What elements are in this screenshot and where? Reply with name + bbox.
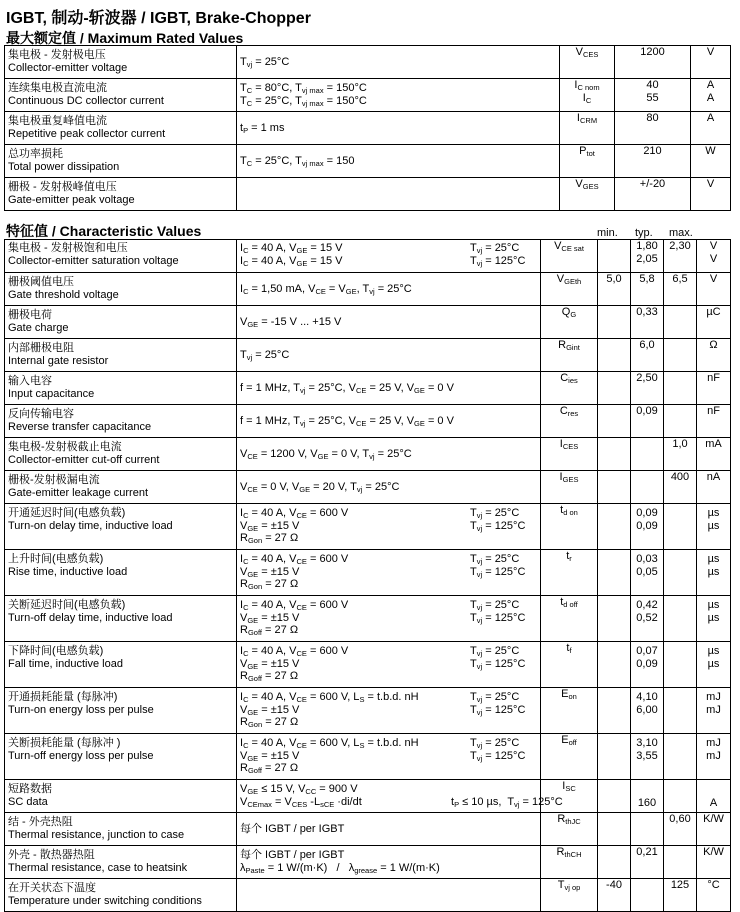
page-title: IGBT, 制动-斩波器 / IGBT, Brake-Chopper <box>6 10 311 27</box>
table-row: 集电极 - 发射极电压 Collector-emitter voltage $T_{vj} = 25^\circ C$ $V_{CES}$ 1200 V <box>5 46 731 79</box>
table-row: 关断损耗能量 (每脉冲 ) Turn-off energy loss per pulse $I_C = 40$ A, $V_{CE} = 600$ V, $L_S = t.b.d$. nH $V_{GE} = \pm 15$ V $R_{Goff} = 27$ Ω $T_{vj} = 25^\circ C$ $T_{vj} = 125^\circ C$ $E_{off}$ 3,10 3,55 mJ mJ <box>5 734 731 780</box>
table-row: 内部栅极电阻 Internal gate resistor $T_{vj} = 25^\circ C$ $R_{Gint}$ 6,0 Ω <box>5 339 731 372</box>
table-row: 短路数据 SC data $V_{GE} \le 15$ V, $V_{CC} = 900$ V $V_{CEmax} = V_{CES}$ $-L_{sCE} \cdot di/dt$ $t_P \le 10$ µs, $T_{vj} = 125^\circ C$ $I_{SC}$ 160 A <box>5 780 731 813</box>
col-header-typ: typ. <box>635 227 653 239</box>
table-row: 关断延迟时间(电感负载) Turn-off delay time, inductive load $I_C = 40$ A, $V_{CE} = 600$ V $V_{GE} = \pm 15$ V $R_{Goff} = 27$ Ω $T_{vj} = 25^\circ C$ $T_{vj} = 125^\circ C$ $t_{d off}$ 0,42 0,52 µs µs <box>5 596 731 642</box>
table-row: 开通延迟时间(电感负载) Turn-on delay time, inductive load $I_C = 40$ A, $V_{CE} = 600$ V $V_{GE} = \pm 15$ V $R_{Gon} = 27$ Ω $T_{vj} = 25^\circ C$ $T_{vj} = 125^\circ C$ $t_{d on}$ 0,09 0,09 µs µs <box>5 504 731 550</box>
max-rated-table <box>4 45 731 211</box>
characteristic-heading: 特征值 / Characteristic Values <box>6 223 202 239</box>
table-row: 栅极电荷 Gate charge $V_{GE} = -15$ V ... +15 V $Q_G$ 0,33 µC <box>5 306 731 339</box>
max-rated-heading: 最大额定值 / Maximum Rated Values <box>6 30 244 46</box>
table-row: 集电极 - 发射极饱和电压 Collector-emitter saturation voltage $I_C = 40$ A, $V_{GE} = 15$ V $I_C = 40$ A, $V_{GE} = 15$ V $T_{vj} = 25^\circ C$ $T_{vj} = 125^\circ C$ $V_{CE sat}$ 1,80 2,05 2,30 V V <box>5 240 731 273</box>
table-row: 外壳 - 散热器热阻 Thermal resistance, case to heatsink 每个 IGBT / per IGBT $\lambda_{Paste} = 1$ $W/(m\cdot K) / \lambda_{grease} = 1$ W/(m·K) $R_{thCH}$ 0,21 K/W <box>5 846 731 879</box>
table-row: 反向传输电容 Reverse transfer capacitance f = 1 MHz, $T_{vj} = 25^\circ C$, $V_{CE} = 25$ V, $V_{GE} = 0$ V $C_{res}$ 0,09 nF <box>5 405 731 438</box>
table-row: 栅极阈值电压 Gate threshold voltage $I_C = 1,50$ mA, $V_{CE} = V_{GE}$, $T_{vj} = 25^\circ C$ $V_{GEth}$ 5,0 5,8 6,5 V <box>5 273 731 306</box>
table-row: 输入电容 Input capacitance f = 1 MHz, $T_{vj} = 25^\circ C$, $V_{CE} = 25$ V, $V_{GE} = 0$ V $C_{ies}$ 2,50 nF <box>5 372 731 405</box>
table-row: 下降时间(电感负载) Fall time, inductive load $I_C = 40$ A, $V_{CE} = 600$ V $V_{GE} = \pm 15$ V $R_{Goff} = 27$ Ω $T_{vj} = 25^\circ C$ $T_{vj} = 125^\circ C$ $t_f$ 0,07 0,09 µs µs <box>5 642 731 688</box>
col-header-max: max. <box>669 227 693 239</box>
table-row: 集电极-发射极截止电流 Collector-emitter cut-off current $V_{CE} = 1200$ V, $V_{GE} = 0$ V, $T_{vj} = 25^\circ C$ $I_{CES}$ 1,0 mA <box>5 438 731 471</box>
table-row: 集电极重复峰值电流 Repetitive peak collector current $t_P = 1$ ms $I_{CRM}$ 80 A <box>5 112 731 145</box>
col-header-min: min. <box>597 227 618 239</box>
table-row: 栅极-发射极漏电流 Gate-emitter leakage current $V_{CE} = 0$ V, $V_{GE} = 20$ V, $T_{vj} = 25^\circ C$ $I_{GES}$ 400 nA <box>5 471 731 504</box>
table-row: 结 - 外壳热阻 Thermal resistance, junction to case 每个 IGBT / per IGBT $R_{thJC}$ 0,60 K/W <box>5 813 731 846</box>
table-row: 栅极 - 发射极峰值电压 Gate-emitter peak voltage $V_{GES}$ +/-20 V <box>5 178 731 211</box>
table-row: 总功率损耗 Total power dissipation $T_C = 25^\circ C$, $T_{vj max} = 150$ $P_{tot}$ 210 W <box>5 145 731 178</box>
table-row: 在开关状态下温度 Temperature under switching conditions $T_{vj op}$ -40 125 °C <box>5 879 731 912</box>
table-row: 上升时间(电感负载) Rise time, inductive load $I_C = 40$ A, $V_{CE} = 600$ V $V_{GE} = \pm 15$ V $R_{Gon} = 27$ Ω $T_{vj} = 25^\circ C$ $T_{vj} = 125^\circ C$ $t_r$ 0,03 0,05 µs µs <box>5 550 731 596</box>
table-row: 开通损耗能量 (每脉冲) Turn-on energy loss per pulse $I_C = 40$ A, $V_{CE} = 600$ V, $L_S = t.b.d$. nH $V_{GE} = \pm 15$ V $R_{Gon} = 27$ Ω $T_{vj} = 25^\circ C$ $T_{vj} = 125^\circ C$ $E_{on}$ 4,10 6,00 mJ mJ <box>5 688 731 734</box>
characteristic-table <box>4 239 731 912</box>
table-row: 连续集电极直流电流 Continuous DC collector current $T_C = 80^\circ C$, $T_{vj max} = 150^\circ C$ $T_C = 25^\circ C$, $T_{vj max} = 150^\circ C$ $I_{C nom}$ $I_C$ 40 55 A A <box>5 79 731 112</box>
